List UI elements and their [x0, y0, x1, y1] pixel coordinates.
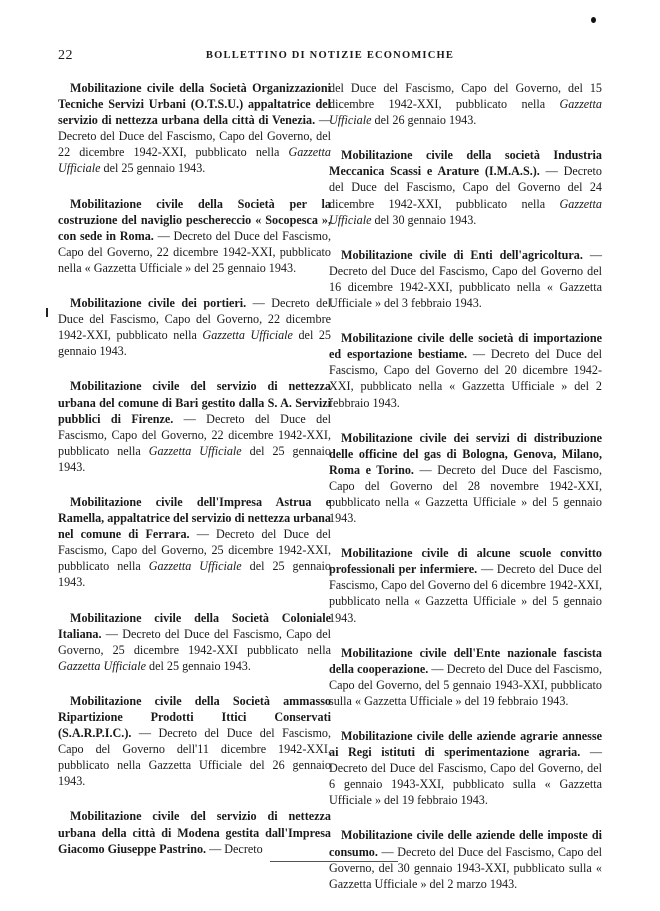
entry-text: — Decreto del Duce del Fascismo, Capo del Governo, del 5 gennaio 1943-XXI, pubblicato sulla « Gazzetta Ufficiale » del 19 febbraio 1943.: [329, 661, 602, 708]
entry-title: Mobilitazione civile di Enti dell'agricoltura.: [341, 247, 583, 262]
left-column: [58, 80, 331, 876]
entry-title: Mobilitazione civile dell'Ente nazionale fascista della cooperazione.: [329, 645, 602, 676]
margin-mark: [46, 308, 48, 317]
entry-italic: Gazzetta Ufficiale: [58, 658, 147, 673]
entry-italic: Gazzetta Ufficiale: [329, 196, 602, 227]
decree-entry: [58, 80, 331, 177]
decree-entry-continued: [329, 80, 602, 128]
entry-text: — Decreto del Duce del Fascismo, Capo del Governo del 16 dicembre 1942-XXI, pubblicato nella « Gazzetta Ufficiale » del 3 febbraio 1943.: [329, 247, 602, 311]
decree-entry: [58, 295, 331, 359]
entry-title: Mobilitazione civile delle aziende agrarie annesse ai Regi istituti di sperimentazione agraria.: [329, 729, 602, 760]
decree-entry: [329, 330, 602, 410]
entry-italic: Gazzetta Ufficiale: [148, 443, 242, 458]
decree-entry: [58, 196, 331, 276]
entry-tail: del 25 gennaio 1943.: [58, 559, 331, 590]
entry-title: Mobilitazione civile delle aziende delle imposte di consumo.: [329, 828, 602, 859]
decree-entry: [58, 610, 331, 674]
entry-title: Mobilitazione civile del servizio di nettezza urbana del comune di Bari gestito dalla S. A. Servizi pubblici di Firenze.: [58, 379, 331, 426]
decree-entry: [329, 645, 602, 709]
entry-title: Mobilitazione civile della Società Organizzazioni Tecniche Servizi Urbani (O.T.S.U.) appaltatrice del servizio di nettezza urbana della città di Venezia.: [58, 81, 331, 128]
entry-text: del Duce del Fascismo, Capo del Governo, del 15 dicembre 1942-XXI, pubblicato nella: [329, 81, 602, 112]
entry-title: Mobilitazione civile della Società ammasso Ripartizione Prodotti Ittici Conservati (S.A.R.P.I.C.).: [58, 693, 331, 741]
entry-title: Mobilitazione civile delle società di importazione ed esportazione bestiame.: [329, 331, 602, 362]
decree-entry: [329, 247, 602, 311]
decree-entry: [329, 728, 602, 808]
right-column: [329, 80, 602, 911]
entry-tail: del 25 gennaio 1943.: [100, 161, 206, 176]
entry-title: Mobilitazione civile della Società Coloniale Italiana.: [58, 610, 331, 641]
decree-entry: [58, 378, 331, 475]
entry-title: Mobilitazione civile di alcune scuole convitto professionali per infermiere.: [329, 546, 602, 577]
entry-text: — Decreto del Duce del Fascismo, Capo del Governo, 22 dicembre 1942-XXI, pubblicato nella « Gazzetta Ufficiale » del 25 gennaio 1943.: [58, 228, 331, 275]
entry-text: — Decreto del Duce del Fascismo, Capo del Governo, 25 dicembre 1942-XXI pubblicato nella: [58, 626, 331, 657]
entry-text: — Decreto del Duce del Fascismo, Capo del Governo, del 6 gennaio 1943-XXI, pubblicato sulla « Gazzetta Ufficiale » del 19 febbraio 1943.: [329, 745, 602, 808]
entry-text: — Decreto del Duce del Fascismo, Capo del Governo, del 22 dicembre 1942-XXI, pubblicato nella: [58, 113, 331, 160]
entry-text: — Decreto del Duce del Fascismo, Capo del Governo, 25 dicembre 1942-XXI, pubblicato nella: [58, 527, 331, 574]
decree-entry: [329, 430, 602, 527]
entry-text: — Decreto: [206, 841, 263, 856]
entry-tail: del 25 gennaio 1943.: [58, 328, 331, 359]
entry-text: — Decreto del Duce del Fascismo, Capo del Governo del 28 novembre 1942-XXI, pubblicato nella « Gazzetta Ufficiale » del 5 gennaio 1943.: [329, 462, 603, 526]
entry-title: Mobilitazione civile del servizio di nettezza urbana della città di Modena gestita dall'Impresa Giacomo Giuseppe Pastrino.: [58, 809, 331, 856]
entry-title: Mobilitazione civile della Società per la costruzione del naviglio peschereccio « Socopesca », con sede in Roma.: [58, 196, 331, 243]
decree-entry: [58, 693, 331, 790]
corner-mark: [591, 17, 596, 23]
entry-title: Mobilitazione civile dell'Impresa Astrua e Ramella, appaltatrice del servizio di nettezza urbana nel comune di Ferrara.: [58, 494, 331, 542]
entry-tail: del 25 gennaio 1943.: [146, 658, 251, 673]
entry-text: — Decreto del Duce del Fascismo, Capo del Governo dell'11 dicembre 1942-XXI, pubblicato nella Gazzetta Ufficiale del 26 gennaio 1943.: [58, 726, 331, 789]
running-header: BOLLETTINO DI NOTIZIE ECONOMICHE: [205, 50, 455, 61]
entry-text: — Decreto del Duce del Fascismo, Capo del Governo, 22 dicembre 1942-XXI, pubblicato nella: [58, 411, 331, 458]
entry-text: — Decreto del Duce del Fascismo, Capo del Governo del 24 dicembre 1942-XXI, pubblicato nella: [329, 164, 602, 211]
entry-italic: Gazzetta Ufficiale: [202, 328, 293, 343]
decree-entry: [58, 808, 331, 856]
decree-entry: [58, 494, 331, 591]
footer-rule: [270, 861, 398, 862]
entry-tail: del 26 gennaio 1943.: [371, 113, 477, 128]
decree-entry: [329, 545, 602, 625]
decree-entry: [329, 827, 602, 891]
page-number: 22: [58, 48, 73, 63]
entry-italic: Gazzetta Ufficiale: [148, 559, 242, 574]
entry-tail: del 30 gennaio 1943.: [371, 212, 477, 227]
entry-title: Mobilitazione civile dei servizi di distribuzione delle officine del gas di Bologna, Genova, Milano, Roma e Torino.: [329, 430, 602, 477]
entry-tail: del 25 gennaio 1943.: [58, 443, 331, 474]
entry-text: — Decreto del Duce del Fascismo, Capo del Governo del 6 dicembre 1942-XXI, pubblicato nella « Gazzetta Ufficiale » del 5 gennaio 1943.: [329, 562, 603, 625]
entry-text: — Decreto del Duce del Fascismo, Capo del Governo del 20 dicembre 1942-XXI, pubblicato nella « Gazzetta Ufficiale » del 2 febbraio 1943.: [329, 347, 602, 410]
decree-entry: [329, 147, 602, 227]
entry-title: Mobilitazione civile dei portieri.: [70, 296, 247, 311]
entry-italic: Gazzetta Ufficiale: [58, 145, 331, 176]
entry-text: — Decreto del Duce del Fascismo, Capo del Governo, 22 dicembre 1942-XXI, pubblicato nella: [58, 296, 332, 343]
entry-title: Mobilitazione civile della società Industria Meccanica Scassi e Arature (I.M.A.S.).: [329, 148, 602, 179]
entry-text: — Decreto del Duce del Fascismo, Capo del Governo, del 30 gennaio 1943-XXI, pubblicato sulla « Gazzetta Ufficiale » del 2 marzo 1943.: [329, 844, 602, 891]
entry-italic: Gazzetta Ufficiale: [329, 97, 602, 128]
